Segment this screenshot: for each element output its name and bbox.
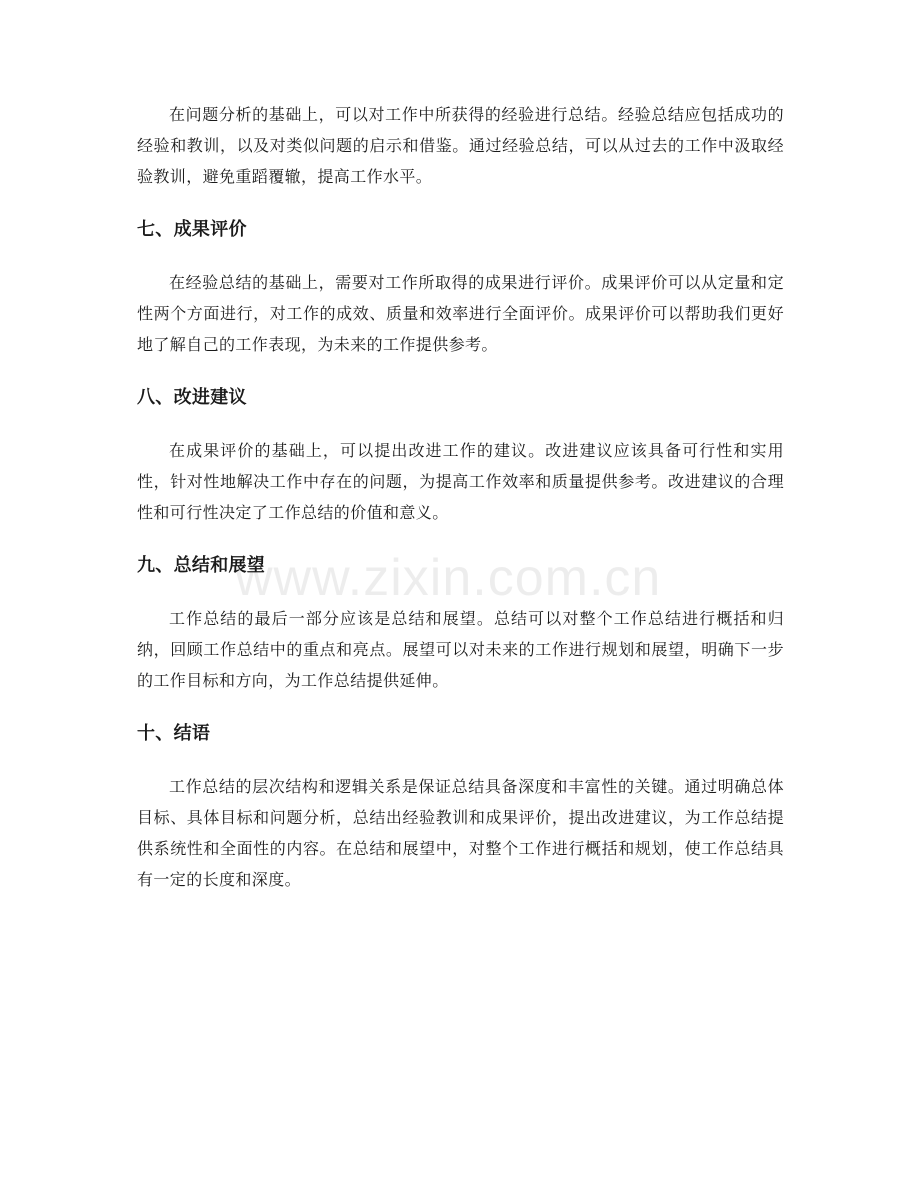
section-heading-8: 八、改进建议 bbox=[137, 387, 247, 408]
spacer bbox=[137, 192, 784, 215]
section-body-9: 工作总结的最后一部分应该是总结和展望。总结可以对整个工作总结进行概括和归纳，回顾工作总结中的重点和亮点。展望可以对未来的工作进行规划和展望，明确下一步的工作目标和方向，为工作总结提供延伸。 bbox=[137, 609, 784, 690]
section-heading-9: 九、总结和展望 bbox=[137, 555, 266, 576]
watermark-text: www.zixin.com.cn bbox=[235, 549, 662, 607]
spacer bbox=[137, 360, 784, 383]
spacer bbox=[137, 528, 784, 551]
section-body-8: 在成果评价的基础上，可以提出改进工作的建议。改进建议应该具备可行性和实用性，针对性地解决工作中存在的问题，为提高工作效率和质量提供参考。改进建议的合理性和可行性决定了工作总结的价值和意义。 bbox=[137, 441, 784, 522]
intro-paragraph: 在问题分析的基础上，可以对工作中所获得的经验进行总结。经验总结应包括成功的经验和教训，以及对类似问题的启示和借鉴。通过经验总结，可以从过去的工作中汲取经验教训，避免重蹈覆辙，提高工作水平。 bbox=[137, 105, 784, 186]
spacer bbox=[137, 245, 784, 267]
section-body-7: 在经验总结的基础上，需要对工作所取得的成果进行评价。成果评价可以从定量和定性两个方面进行，对工作的成效、质量和效率进行全面评价。成果评价可以帮助我们更好地了解自己的工作表现，为未来的工作提供参考。 bbox=[137, 273, 784, 354]
spacer bbox=[137, 581, 784, 603]
spacer bbox=[137, 413, 784, 435]
section-heading-7: 七、成果评价 bbox=[137, 219, 247, 240]
section-heading-10: 十、结语 bbox=[137, 723, 211, 744]
spacer bbox=[137, 696, 784, 719]
spacer bbox=[137, 749, 784, 771]
section-body-10: 工作总结的层次结构和逻辑关系是保证总结具备深度和丰富性的关键。通过明确总体目标、具体目标和问题分析，总结出经验教训和成果评价，提出改进建议，为工作总结提供系统性和全面性的内容。在总结和展望中，对整个工作进行概括和规划，使工作总结具有一定的长度和深度。 bbox=[137, 777, 784, 889]
